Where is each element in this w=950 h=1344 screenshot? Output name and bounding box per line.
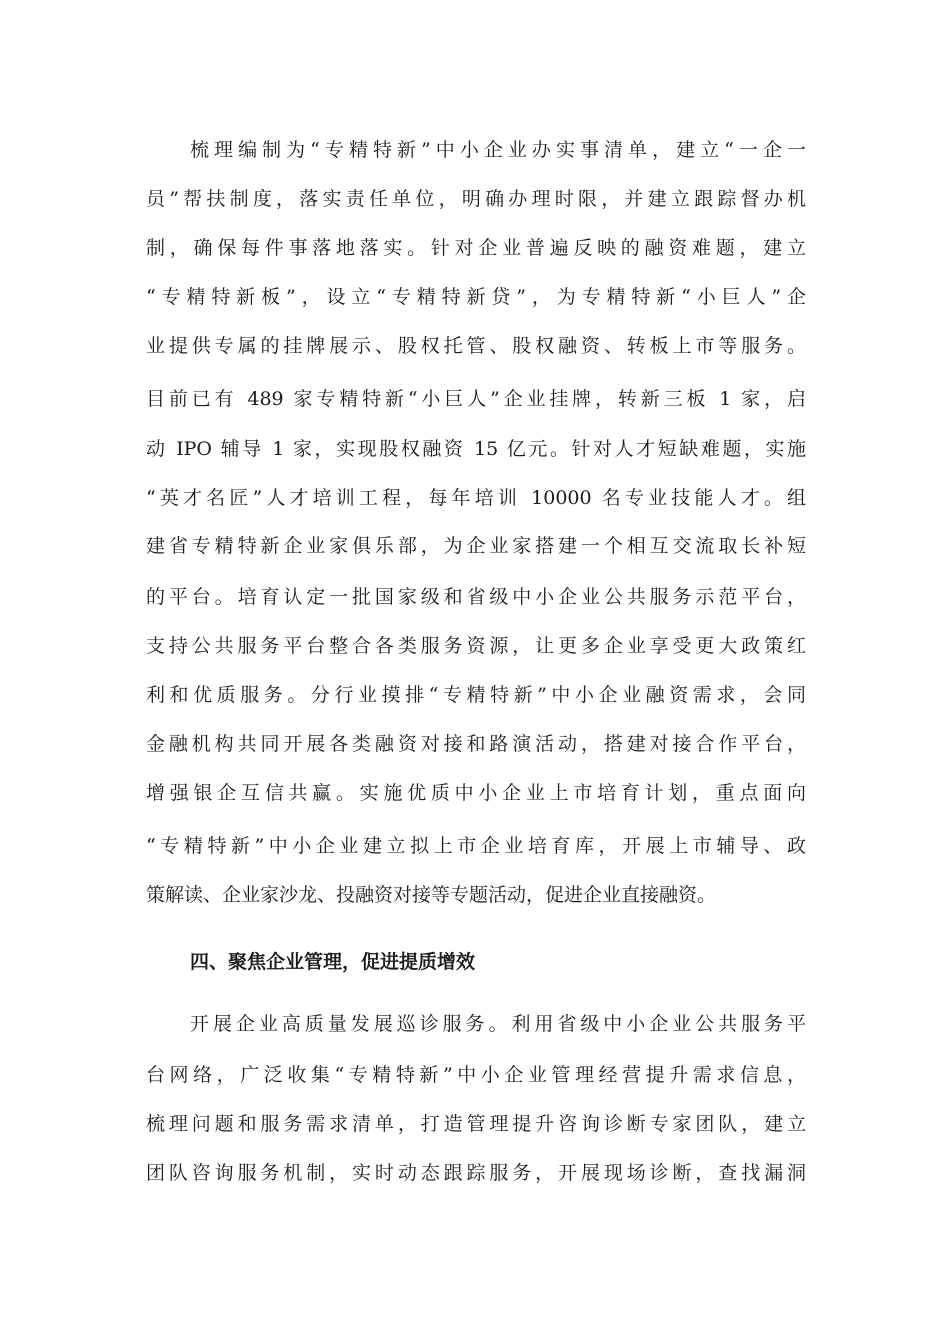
paragraph-1-line-6: 目前已有 489 家专精特新“小巨人”企业挂牌，转新三板 1 家，启: [146, 388, 806, 410]
paragraph-1-line-11: 支持公共服务平台整合各类服务资源，让更多企业享受更大政策红: [146, 635, 806, 657]
paragraph-1-line-13: 金融机构共同开展各类融资对接和路演活动，搭建对接合作平台，: [146, 733, 806, 755]
paragraph-1-line-15: “专精特新”中小企业建立拟上市企业培育库，开展上市辅导、政: [146, 835, 806, 857]
paragraph-1-line-3: 制，确保每件事落地落实。针对企业普遍反映的融资难题，建立: [146, 237, 806, 259]
paragraph-1-line-7: 动 IPO 辅导 1 家，实现股权融资 15 亿元。针对人才短缺难题，实施: [146, 438, 806, 460]
paragraph-1-line-9: 建省专精特新企业家俱乐部，为企业家搭建一个相互交流取长补短: [146, 535, 806, 557]
paragraph-1-line-5: 业提供专属的挂牌展示、股权托管、股权融资、转板上市等服务。: [146, 335, 806, 357]
paragraph-1-line-2: 员”帮扶制度，落实责任单位，明确办理时限，并建立跟踪督办机: [146, 188, 806, 210]
paragraph-1-line-14: 增强银企互信共赢。实施优质中小企业上市培育计划，重点面向: [146, 782, 806, 804]
paragraph-1-line-16: 策解读、企业家沙龙、投融资对接等专题活动，促进企业直接融资。: [146, 884, 717, 906]
paragraph-2-line-2: 台网络，广泛收集“专精特新”中小企业管理经营提升需求信息，: [146, 1064, 806, 1086]
paragraph-1-line-4: “专精特新板”，设立“专精特新贷”，为专精特新“小巨人”企: [146, 286, 806, 308]
paragraph-2-line-3: 梳理问题和服务需求清单，打造管理提升咨询诊断专家团队，建立: [146, 1113, 806, 1135]
paragraph-1-line-10: 的平台。培育认定一批国家级和省级中小企业公共服务示范平台，: [146, 586, 806, 608]
paragraph-2-line-4: 团队咨询服务机制，实时动态跟踪服务，开展现场诊断，查找漏洞: [146, 1162, 806, 1184]
paragraph-1-line-8: “英才名匠”人才培训工程，每年培训 10000 名专业技能人才。组: [146, 487, 806, 509]
paragraph-1-line-12: 利和优质服务。分行业摸排“专精特新”中小企业融资需求，会同: [146, 684, 806, 706]
paragraph-1-line-1: 梳理编制为“专精特新”中小企业办实事清单，建立“一企一: [190, 139, 806, 161]
paragraph-2-line-1: 开展企业高质量发展巡诊服务。利用省级中小企业公共服务平: [190, 1013, 806, 1035]
section-heading-4: 四、聚焦企业管理，促进提质增效: [190, 951, 476, 973]
